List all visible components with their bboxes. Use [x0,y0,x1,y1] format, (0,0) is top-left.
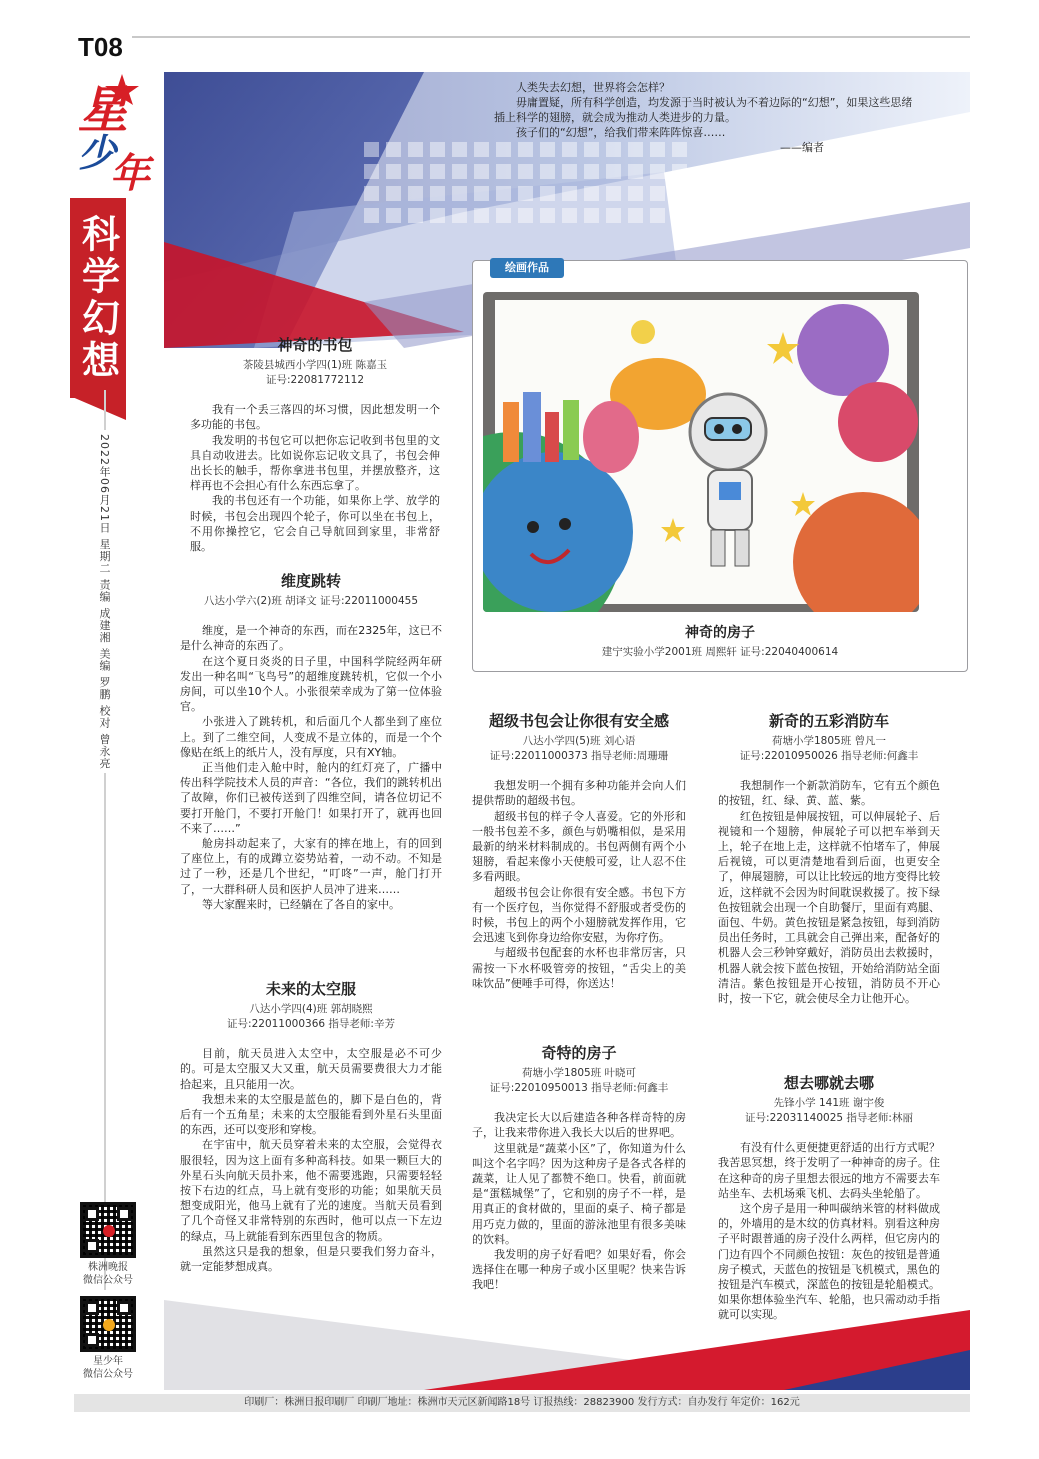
article-meta: 先锋小学 141班 谢宇俊 [773,1097,885,1110]
article [472,1046,686,1293]
article-title: 神奇的书包 [277,336,353,354]
article-meta: 茶陵县城西小学四(1)班 陈嘉玉 [242,359,388,372]
article-body [190,402,440,554]
intro-sign: ——编者 [780,141,824,154]
article-meta: 证号:22011000373 指导老师:周珊珊 [489,750,669,763]
article-meta: 证号:22010950026 指导老师:何鑫丰 [739,750,919,763]
painting-illustration [483,292,919,612]
article-paragraph: 与超级书包配套的水杯也非常厉害，只需按一下水杯吸管旁的按钮，“舌尖上的美味饮品”便唾手可得，你送达！ [472,946,686,990]
logo-char-2: 少 [78,130,117,175]
article-paragraph: 超级书包会让你很有安全感。书包下方有一个医疗包，当你觉得不舒服或者受伤的时候，书包上的两个小翅膀就发挥作用，它会迅速飞到你身边给你安慰，为你疗伤。 [472,885,686,945]
section-title: 科学幻想 [75,214,121,382]
article-meta: 八达小学四(4)班 郭胡晓熙 [249,1003,373,1016]
article-paragraph: 小张进入了跳转机，和后面几个人都坐到了座位上。到了二维空间，人变成不是立体的，而是一个个像贴在纸上的纸片人，没有厚度，只有XY轴。 [180,715,442,759]
article-body [180,1046,442,1274]
section-title-tail [70,396,130,422]
article-paragraph: 有没有什么更便捷更舒适的出行方式呢？我苦思冥想，终于发明了一种神奇的房子。住在这种奇的房子里想去很远的地方不需要去车站坐车、去机场乘飞机、去码头坐轮船了。 [718,1141,940,1200]
article-meta: 证号:22031140025 指导老师:林丽 [745,1112,913,1125]
intro-line: 毋庸置疑，所有科学创造，均发源于当时被认为不着边际的“幻想”，如果这些思绪插上科学的翅膀，就会成为推动人类进步的力量。 [494,96,913,124]
article-paragraph: 维度，是一个神奇的东西，而在2325年，这已不是什么神奇的东西了。 [180,624,442,653]
painting-image [483,292,919,612]
article-paragraph: 虽然这只是我的想象，但是只要我们努力奋斗，就一定能梦想成真。 [180,1244,442,1274]
article-title: 奇特的房子 [541,1044,617,1062]
qr-caption-xingshaonian: 星少年 微信公众号 [83,1356,133,1380]
article-meta: 八达小学四(5)班 刘心语 [522,735,636,748]
article-paragraph: 我发明的书包它可以把你忘记收到书包里的文具自动收进去。比如说你忘记收文具了，书包会伸出长长的触手，帮你拿进书包里，并摆放整齐，这样再也不会担心有什么东西忘拿了。 [190,433,440,493]
painting-meta: 建宁实验小学2001班 周熙轩 证号:22040400614 [601,646,839,658]
painting-title: 神奇的房子 [685,625,755,641]
article [718,1076,940,1323]
top-rule [132,36,970,38]
article-paragraph: 我想制作一个新款消防车，它有五个颜色的按钮，红、绿、黄、蓝、紫。 [718,779,940,808]
article-title: 想去哪就去哪 [783,1074,874,1092]
article-meta: 证号:22011000366 指导老师:辛芳 [227,1018,395,1031]
qr-caption-wanbao: 株洲晚报 微信公众号 [83,1262,133,1286]
article-meta: 证号:22010950013 指导老师:何鑫丰 [489,1082,669,1095]
article-paragraph: 我想未来的太空服是蓝色的，脚下是白色的，背后有一个五角星；未来的太空服能看到外星石头里面的东西，还可以变形和穿梭。 [180,1092,442,1137]
logo-char-1: 星 [78,80,128,139]
qr-code-xingshaonian[interactable] [80,1296,136,1352]
article-paragraph: 正当他们走入舱中时，舱内的红灯亮了，广播中传出科学院技术人员的声音：“各位，我们的跳转机出了故障，你们已被传送到了四维空间，请各位切记不要打开舱门，不要打开舱门！如果打开了，就再也回不来了……” [180,761,442,835]
article-paragraph: 目前，航天员进入太空中，太空服是必不可少的。可是太空服又大又重，航天员需要费很大力才能拾起来，且只能用一次。 [180,1047,442,1091]
intro-line: 孩子们的“幻想”，给我们带来阵阵惊喜…… [516,126,726,139]
article [190,338,440,554]
footer-imprint: 印刷厂：株洲日报印刷厂 印刷厂地址：株洲市天元区新闻路18号 订报热线：28823900 发行方式：自办发行 年定价：162元 [74,1394,970,1412]
article-meta: 八达小学六(2)班 胡译文 证号:22011000455 [203,595,419,608]
article-paragraph: 我发明的房子好看吧？如果好看，你会选择住在哪一种房子或小区里呢？快来告诉我吧！ [472,1248,686,1292]
article-title: 未来的太空服 [265,980,356,998]
article-paragraph: 这里就是“蔬菜小区”了，你知道为什么叫这个名字吗？因为这种房子是各式各样的蔬菜，让人见了都赞不绝口。快看，前面就是“蛋糕城堡”了，它和别的房子不一样，是用真正的食材做的，里面的桌子、椅子都是用巧克力做的，里面的游泳池里有很多美味的饮料。 [472,1141,686,1246]
logo-char-3: 年 [110,150,150,197]
article-paragraph: 在宇宙中，航天员穿着未来的太空服，会觉得衣服很轻，因为这上面有多种高科技。如果一颗巨大的外星石头向航天员扑来，他不需要逃跑，只需要轻轻按下右边的红点，马上就有变形的功能；如果航天员想变成阳光，他马上就有了光的速度。当航天员看到了几个奇怪又非常特别的东西时，他可以点一下左边的绿点，马上就能看到东西里包含的物质。 [180,1138,442,1243]
article-paragraph: 我的书包还有一个功能，如果你上学、放学的时候，书包会出现四个轮子，你可以坐在书包上，不用你操控它，它会自己导航回到家里，非常舒服。 [190,494,440,554]
article [180,574,442,912]
article-paragraph: 这个房子是用一种叫碳纳米管的材料做成的，外墙用的是木纹的仿真材料。别看这种房子平时跟普通的房子没什么两样，但它房内的门边有四个不同颜色按钮：灰色的按钮是普通房子模式，天蓝色的按钮是飞机模式，黑色的按钮是汽车模式，深蓝色的按钮是轮船模式。如果你想体验坐汽车、轮船，也只需动动手指就可以实现。 [718,1202,940,1322]
section-title-box [70,198,126,398]
article-paragraph: 我决定长大以后建造各种各样奇特的房子，让我来带你进入我长大以后的世界吧。 [472,1111,686,1140]
article-paragraph: 我想发明一个拥有多种功能并会向人们提供帮助的超级书包。 [472,779,686,808]
article-body [472,1110,686,1292]
article-meta: 荷塘小学1805班 叶晓可 [521,1067,637,1080]
article-title: 维度跳转 [280,572,341,590]
editor-intro [494,80,914,155]
qr-code-wanbao[interactable] [80,1202,136,1258]
article-paragraph: 超级书包的样子令人喜爱。它的外形和一般书包差不多，颜色与奶嘴相似，是采用最新的纳米材料制成的。书包两侧有两个小翅膀，看起来像小天使般可爱，让人忍不住多看两眼。 [472,809,686,884]
article-paragraph: 红色按钮是伸展按钮，可以伸展轮子、后视镜和一个翅膀，伸展轮子可以把车举到天上，轮子在地上走，这样就不怕堵车了，伸展后视镜，可以更清楚地看到后面，也更安全了，伸展翅膀，可以让比较远的地方变得比较近，这样就不会因为时间耽误救援了。按下绿色按钮就会出现一个自助餐厅，里面有鸡腿、面包、牛奶。黄色按钮是紧急按钮，每到消防员出任务时，工具就会自己弹出来，配备好的机器人会三秒钟穿戴好，消防员出去救援时，机器人就会按下蓝色按钮，开始给消防站全面清洁。紫色按钮是开心按钮，消防员不开心时，按一下它，就会使尽全力让他开心。 [718,809,940,1006]
article-title: 新奇的五彩消防车 [768,712,889,730]
painting-tag: 绘画作品 [490,258,564,278]
article-paragraph: 舱房抖动起来了，大家有的摔在地上，有的回到了座位上，有的成蹲立姿势站着，一动不动。不知是过了一秒，还是几个世纪，“叮咚”一声，舱门打开了，一大群科研人员和医护人员冲了进来…… [180,837,442,896]
article-meta: 荷塘小学1805班 曾凡一 [771,735,887,748]
painting-caption [472,622,968,659]
article-paragraph: 在这个夏日炎炎的日子里，中国科学院经两年研发出一种名叫“飞鸟号”的超维度跳转机，它似一个小房间，可以坐10个人。小张很荣幸成为了第一位体验官。 [180,654,442,714]
article-paragraph: 我有一个丢三落四的坏习惯，因此想发明一个多功能的书包。 [190,403,440,432]
logo [70,70,162,200]
article-paragraph: 等大家醒来时，已经躺在了各自的家中。 [202,897,400,911]
article [180,982,442,1274]
intro-line: 人类失去幻想，世界将会怎样？ [516,81,670,94]
article-body [180,623,442,912]
page-code: T08 [78,32,123,62]
article [718,714,940,1006]
article [472,714,686,991]
article-body [718,778,940,1006]
article-title: 超级书包会让你很有安全感 [488,712,669,730]
date-line: 2022年06月21日 星期二 责编 成建湘 美编 罗鹏 校对 曾永亮 [96,430,112,773]
article-meta: 证号:22081772112 [265,374,365,387]
article-body [718,1140,940,1322]
article-body [472,778,686,991]
